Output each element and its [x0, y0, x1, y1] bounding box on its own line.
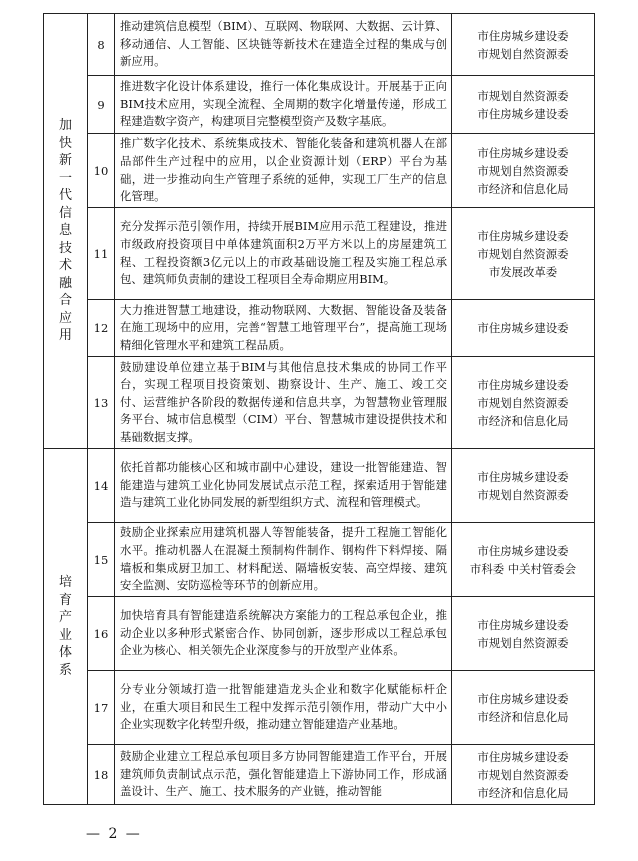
category-cell: 培育产业体系	[44, 449, 88, 805]
department-cell: 市住房城乡建设委 市规划自然资源委	[452, 597, 595, 671]
task-text: 大力推进智慧工地建设，推动物联网、大数据、智能设备及装备在施工现场中的应用，完善“智慧工地管理平台”，提高施工现场精细化管理水平和建筑工程品质。	[115, 300, 452, 357]
table-row	[44, 449, 595, 523]
category-cell: 加快新一代信息技术融合应用	[44, 14, 88, 449]
table-row	[44, 76, 595, 134]
table-row	[44, 208, 595, 300]
task-text: 鼓励企业探索应用建筑机器人等智能装备，提升工程施工智能化水平。推动机器人在混凝土预制构件制作、钢构件下料焊接、隔墙板和集成厨卫加工、材料配送、隔墙板安装、高空焊接、建筑安全监测、安防巡检等环节的创新应用。	[115, 523, 452, 597]
department-cell: 市住房城乡建设委 市科委 中关村管委会	[452, 523, 595, 597]
row-number: 8	[88, 14, 115, 76]
department-cell: 市住房城乡建设委 市规划自然资源委 市发展改革委	[452, 208, 595, 300]
department-cell: 市住房城乡建设委 市经济和信息化局	[452, 671, 595, 745]
table-row	[44, 745, 595, 805]
task-text: 鼓励建设单位建立基于BIM与其他信息技术集成的协同工作平台，实现工程项目投资策划、勘察设计、生产、施工、竣工交付、运营维护各阶段的数据传递和信息共享，为智慧物业管理服务平台、城市信息模型（CIM）平台、智慧城市建设提供技术和基础数据支撑。	[115, 357, 452, 449]
row-number: 14	[88, 449, 115, 523]
row-number: 16	[88, 597, 115, 671]
department-cell: 市住房城乡建设委	[452, 300, 595, 357]
row-number: 18	[88, 745, 115, 805]
row-number: 11	[88, 208, 115, 300]
row-number: 10	[88, 134, 115, 208]
page-number: — 2 —	[86, 826, 142, 842]
task-text: 加快培育具有智能建造系统解决方案能力的工程总承包企业，推动企业以多种形式紧密合作、协同创新，逐步形成以工程总承包企业为核心、相关领先企业深度参与的开放型产业体系。	[115, 597, 452, 671]
task-table	[43, 13, 595, 805]
task-text: 充分发挥示范引领作用，持续开展BIM应用示范工程建设，推进市级政府投资项目中单体建筑面积2万平方米以上的房屋建筑工程、工程投资额3亿元以上的市政基础设施工程及实施工程总承包、建筑师负责制的建设工程项目全寿命期应用BIM。	[115, 208, 452, 300]
table-row	[44, 357, 595, 449]
row-number: 13	[88, 357, 115, 449]
department-cell: 市住房城乡建设委 市规划自然资源委 市经济和信息化局	[452, 357, 595, 449]
department-cell: 市规划自然资源委 市住房城乡建设委	[452, 76, 595, 134]
table-row	[44, 14, 595, 76]
task-text: 鼓励企业建立工程总承包项目多方协同智能建造工作平台，开展建筑师负责制试点示范，强化智能建造上下游协同工作，形成涵盖设计、生产、施工、技术服务的产业链，推动智能	[115, 745, 452, 805]
table-row	[44, 523, 595, 597]
task-text: 推进数字化设计体系建设，推行一体化集成设计。开展基于正向BIM技术应用，实现全流程、全周期的数字化增量传递，形成工程建造数字资产，构建项目完整模型资产及数字基底。	[115, 76, 452, 134]
table-row	[44, 134, 595, 208]
department-cell: 市住房城乡建设委 市规划自然资源委 市经济和信息化局	[452, 134, 595, 208]
table-row	[44, 671, 595, 745]
task-text: 依托首都功能核心区和城市副中心建设，建设一批智能建造、智能建造与建筑工业化协同发展试点示范工程，探索适用于智能建造与建筑工业化协同发展的新型组织方式、流程和管理模式。	[115, 449, 452, 523]
table-row	[44, 597, 595, 671]
department-cell: 市住房城乡建设委 市规划自然资源委	[452, 449, 595, 523]
department-cell: 市住房城乡建设委 市规划自然资源委 市经济和信息化局	[452, 745, 595, 805]
task-text: 推动建筑信息模型（BIM）、互联网、物联网、大数据、云计算、移动通信、人工智能、区块链等新技术在建造全过程的集成与创新应用。	[115, 14, 452, 76]
task-text: 分专业分领域打造一批智能建造龙头企业和数字化赋能标杆企业，在重大项目和民生工程中发挥示范引领作用，带动广大中小企业实现数字化转型升级，推动建立智能建造产业基地。	[115, 671, 452, 745]
table-row	[44, 300, 595, 357]
row-number: 17	[88, 671, 115, 745]
task-text: 推广数字化技术、系统集成技术、智能化装备和建筑机器人在部品部件生产过程中的应用，以企业资源计划（ERP）平台为基础，进一步推动向生产管理子系统的延伸，实现工厂生产的信息化管理。	[115, 134, 452, 208]
row-number: 15	[88, 523, 115, 597]
department-cell: 市住房城乡建设委 市规划自然资源委	[452, 14, 595, 76]
row-number: 9	[88, 76, 115, 134]
row-number: 12	[88, 300, 115, 357]
